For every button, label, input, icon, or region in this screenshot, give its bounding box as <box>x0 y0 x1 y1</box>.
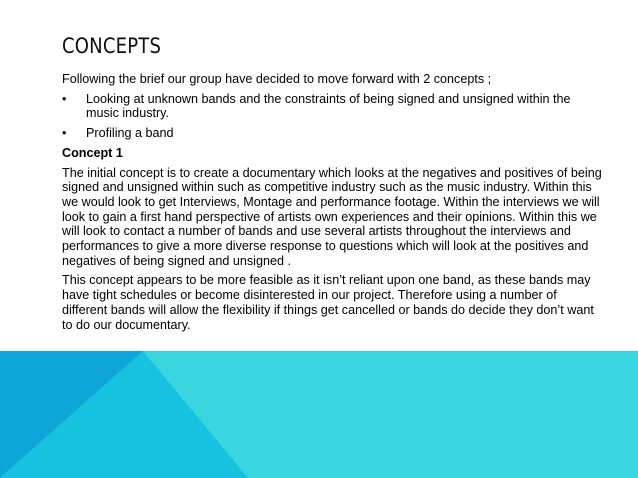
concept-list-item-text: Profiling a band <box>86 126 174 141</box>
bullet-icon: • <box>62 126 67 141</box>
concept-list <box>62 92 602 141</box>
concept-list-item <box>62 92 602 121</box>
concept-list-item <box>62 126 602 141</box>
slide-title: CONCEPTS <box>62 34 162 58</box>
bullet-icon: • <box>62 91 67 106</box>
footer-band <box>0 351 638 478</box>
slide-body <box>62 72 602 337</box>
paragraph: The initial concept is to create a documentary which looks at the negatives and positives of being signed and unsigned within such as competitive industry such as the music industry. Within this we would look to get Interviews, Montage and performance footage. Within the interviews we will look to gain a first hand perspective of artists own experiences and their opinions. Within this we will look to contact a number of bands and use several artists throughout the interviews and performances to give a more diverse response to questions which will look at the positives and negatives of being signed and unsigned . <box>62 165 602 268</box>
concept-list-item-text: Looking at unknown bands and the constraints of being signed and unsigned within the music industry. <box>86 91 571 121</box>
intro-text: Following the brief our group have decided to move forward with 2 concepts ; <box>62 72 492 86</box>
paragraph: This concept appears to be more feasible as it isn’t reliant upon one band, as these bands may have tight schedules or become disinterested in our project. Therefore using a number of different bands will allow the flexibility if things get cancelled or bands do decide they don’t want to do our documentary. <box>62 273 594 332</box>
section-heading: Concept 1 <box>62 145 123 160</box>
footer-decoration <box>0 351 638 478</box>
